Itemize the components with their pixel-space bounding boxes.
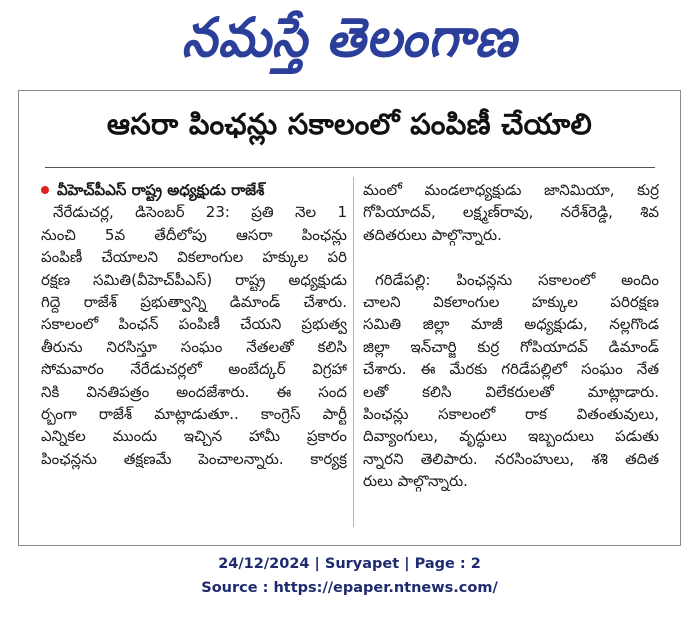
body-line: రక్షణ సమితి(వీహెచ్‌పీఎస్) రాష్ట్ర అధ్యక్షుడు xyxy=(41,270,347,289)
body-line: గోపియాదవ్, లక్ష్మణ్‌రావు, నరేశ్‌రెడ్డి, శివ xyxy=(363,203,659,222)
subhead xyxy=(41,179,347,201)
body-line: తీరును నిరసిస్తూ సంఘం నేతలతో కలిసి xyxy=(41,337,347,356)
body-line: న్నారని తెలిపారు. నరసింహులు, శశి తదిత xyxy=(363,449,659,468)
body-line: నేరేడుచర్ల, డిసెంబర్ 23: ప్రతి నెల 1 xyxy=(53,203,347,222)
source-link[interactable]: Source : https://epaper.ntnews.com/ xyxy=(201,580,498,596)
body-line: నుంచి 5వ తేదీలోపు ఆసరా పింఛన్లు xyxy=(41,225,347,244)
paragraph-gap xyxy=(363,246,659,268)
body-line: మంలో మండలాధ్యక్షుడు జానిమియా, కుర్ర xyxy=(363,181,659,199)
body-line: దివ్యాంగులు, వృద్ధులు ఇబ్బందులు పడుతు xyxy=(363,427,659,446)
body-line: పింఛన్లను తక్షణమే పెంచాలన్నారు. కార్యక్ర xyxy=(41,449,347,468)
article-column-right xyxy=(363,179,659,493)
masthead xyxy=(0,4,699,84)
newspaper-logo: నమస్తే తెలంగాణ xyxy=(181,5,518,69)
body-line: లతో కలిసి విలేకరులతో మాట్లాడారు. xyxy=(363,382,659,401)
article-column-left xyxy=(41,179,347,470)
headline-divider xyxy=(45,167,655,168)
body-line: సోమవారం నేరేడుచర్లలో అంబేద్కర్ విగ్రహా xyxy=(41,360,347,379)
body-line: చేశారు. ఈ మేరకు గరిడేపల్లిలో సంఘం నేత xyxy=(363,360,659,379)
body-line: సమితి జిల్లా మాజీ అధ్యక్షుడు, నల్లగొండ xyxy=(363,315,659,334)
headline xyxy=(19,91,680,165)
body-line: నికి వినతిపత్రం అందజేశారు. ఈ సంద xyxy=(41,382,347,401)
subhead-text: వీహెచ్‌పీఎస్ రాష్ట్ర అధ్యక్షుడు రాజేశ్ xyxy=(57,181,265,199)
article-clipping xyxy=(18,90,681,546)
body-line: రులు పాల్గొన్నారు. xyxy=(363,472,468,491)
body-line: పింఛన్లు సకాలంలో రాక వితంతువులు, xyxy=(363,405,659,424)
body-line: సకాలంలో పింఛన్ పంపిణీ చేయని ప్రభుత్వ xyxy=(41,315,347,334)
body-line: ర్భంగా రాజేశ్ మాట్లాడుతూ.. కాంగ్రెస్ పార్టీ xyxy=(41,405,347,424)
column-divider xyxy=(353,177,354,527)
headline-text: ఆసరా పింఛన్లు సకాలంలో పంపిణీ చేయాలి xyxy=(106,107,593,141)
edition-info: 24/12/2024 | Suryapet | Page : 2 xyxy=(218,556,481,572)
body-line: ఎన్నికల ముందు ఇచ్చిన హామీ ప్రకారం xyxy=(41,427,347,446)
body-line: పంపిణీ చేయాలని వికలాంగుల హక్కుల పరి xyxy=(41,248,347,267)
body-line: తదితరులు పాల్గొన్నారు. xyxy=(363,225,502,244)
body-line: చాలని వికలాంగుల హక్కుల పరిరక్షణ xyxy=(363,293,659,312)
body-line: గరిడేపల్లి: పింఛన్లను సకాలంలో అందిం xyxy=(375,270,659,289)
body-line: జిల్లా ఇన్‌చార్జి కుర్ర గోపియాదవ్ డిమాండ్ xyxy=(363,337,659,356)
body-line: గిద్దె రాజేశ్ ప్రభుత్వాన్ని డిమాండ్ చేశారు. xyxy=(41,293,347,312)
bullet-icon xyxy=(41,186,49,194)
